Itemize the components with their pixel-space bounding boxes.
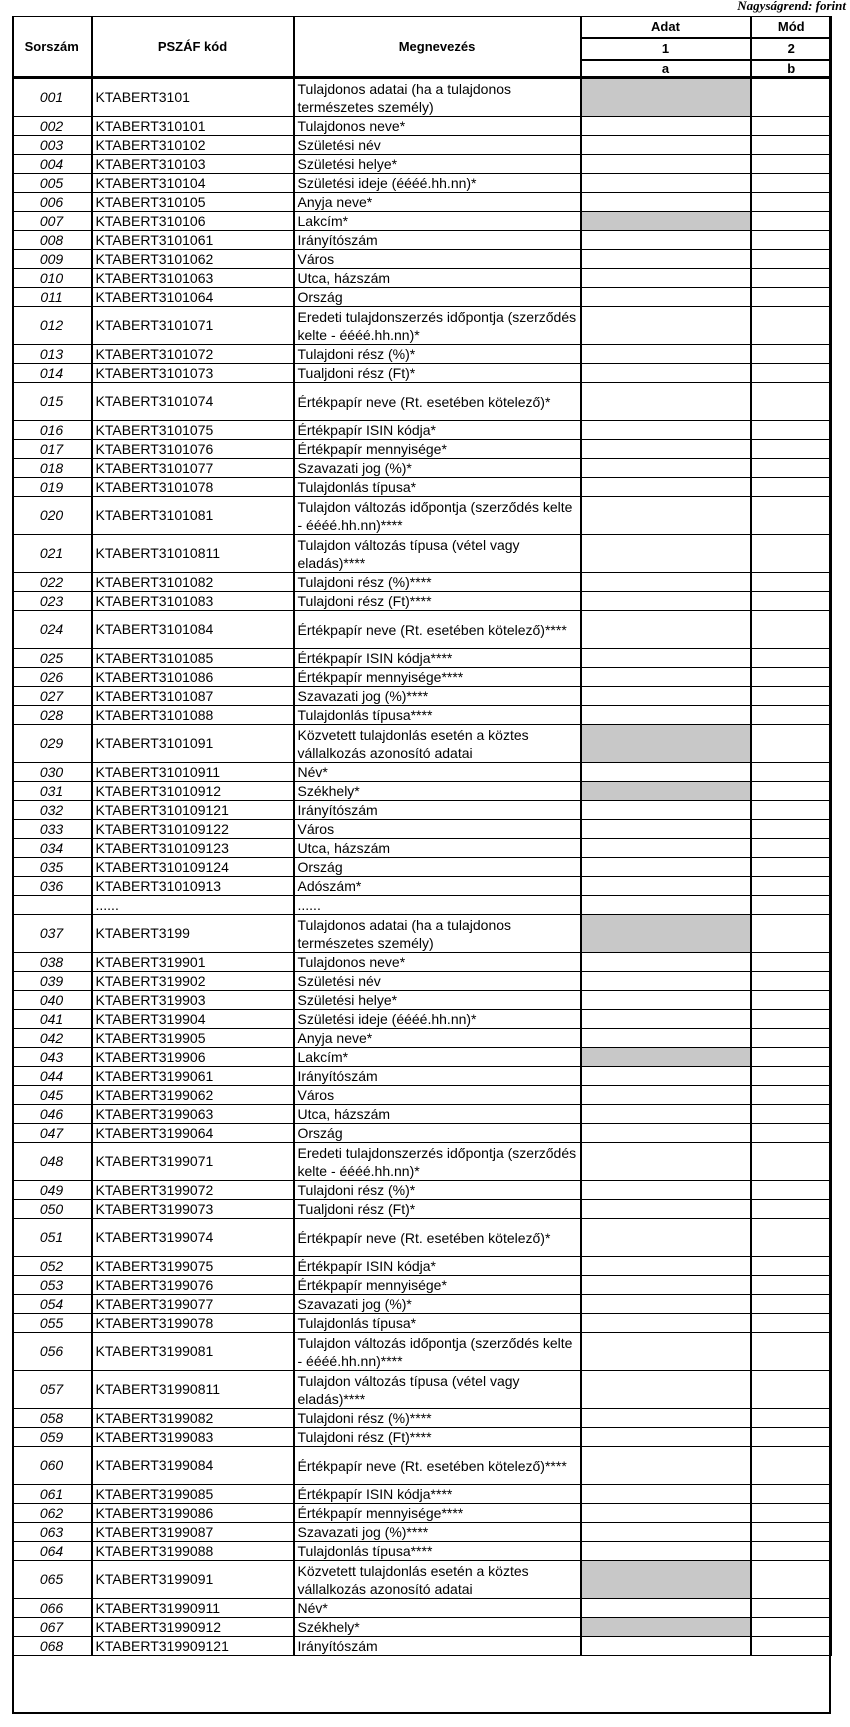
row-number: 024: [13, 611, 92, 649]
header-adat: Adat: [581, 17, 751, 39]
row-pszaf-code: KTABERT3101086: [92, 668, 294, 687]
row-description: Értékpapír neve (Rt. esetében kötelező)****: [294, 611, 581, 649]
row-number: 039: [13, 972, 92, 991]
row-pszaf-code: KTABERT310103: [92, 155, 294, 174]
row-number: 002: [13, 117, 92, 136]
row-number: 011: [13, 288, 92, 307]
row-pszaf-code: KTABERT31990912: [92, 1618, 294, 1637]
row-pszaf-code: KTABERT31990811: [92, 1371, 294, 1409]
row-number: 022: [13, 573, 92, 592]
header-col2-letter: b: [751, 60, 832, 78]
row-number: 046: [13, 1105, 92, 1124]
row-pszaf-code: KTABERT3101062: [92, 250, 294, 269]
row-number: 053: [13, 1276, 92, 1295]
row-pszaf-code: KTABERT3199072: [92, 1181, 294, 1200]
row-pszaf-code: KTABERT3199086: [92, 1504, 294, 1523]
row-number: 062: [13, 1504, 92, 1523]
row-number: 067: [13, 1618, 92, 1637]
table-frame: [12, 16, 831, 1714]
row-description: Értékpapír neve (Rt. esetében kötelező)*: [294, 383, 581, 421]
row-number: 010: [13, 269, 92, 288]
row-description: Születési helye*: [294, 155, 581, 174]
row-pszaf-code: KTABERT3101: [92, 78, 294, 117]
row-pszaf-code: KTABERT3101078: [92, 478, 294, 497]
row-description: Város: [294, 1086, 581, 1105]
row-pszaf-code: KTABERT3199076: [92, 1276, 294, 1295]
row-description: Utca, házszám: [294, 1105, 581, 1124]
row-pszaf-code: KTABERT3101091: [92, 725, 294, 763]
row-number: 035: [13, 858, 92, 877]
row-number: 017: [13, 440, 92, 459]
row-pszaf-code: KTABERT3199091: [92, 1561, 294, 1599]
row-pszaf-code: KTABERT3199061: [92, 1067, 294, 1086]
row-pszaf-code: KTABERT3101087: [92, 687, 294, 706]
row-description: Lakcím*: [294, 1048, 581, 1067]
row-number: 045: [13, 1086, 92, 1105]
row-pszaf-code: KTABERT3101081: [92, 497, 294, 535]
row-pszaf-code: KTABERT31010912: [92, 782, 294, 801]
row-number: 030: [13, 763, 92, 782]
row-description: Tulajdoni rész (%)*: [294, 345, 581, 364]
row-description: Értékpapír mennyisége****: [294, 668, 581, 687]
row-description: Közvetett tulajdonlás esetén a köztes vállalkozás azonosító adatai: [294, 725, 581, 763]
row-pszaf-code: KTABERT319905: [92, 1029, 294, 1048]
row-description: Értékpapír ISIN kódja****: [294, 1485, 581, 1504]
row-pszaf-code: KTABERT31010811: [92, 535, 294, 573]
row-description: Tulajdonos adatai (ha a tulajdonos természetes személy): [294, 915, 581, 953]
row-pszaf-code: KTABERT3199062: [92, 1086, 294, 1105]
row-description: Értékpapír neve (Rt. esetében kötelező)****: [294, 1447, 581, 1485]
row-pszaf-code: KTABERT3101071: [92, 307, 294, 345]
row-number: 050: [13, 1200, 92, 1219]
row-number: 059: [13, 1428, 92, 1447]
row-description: Tulajdonlás típusa*: [294, 1314, 581, 1333]
row-description: Székhely*: [294, 782, 581, 801]
row-number: 054: [13, 1295, 92, 1314]
row-description: Város: [294, 820, 581, 839]
row-pszaf-code: KTABERT3199084: [92, 1447, 294, 1485]
row-number: 047: [13, 1124, 92, 1143]
row-description: Értékpapír mennyisége*: [294, 1276, 581, 1295]
row-pszaf-code: KTABERT310109123: [92, 839, 294, 858]
row-description: Tulajdoni rész (Ft)****: [294, 592, 581, 611]
row-description: Születési helye*: [294, 991, 581, 1010]
row-number: 018: [13, 459, 92, 478]
row-number: 013: [13, 345, 92, 364]
row-description: Tulajdonos adatai (ha a tulajdonos természetes személy): [294, 78, 581, 117]
row-pszaf-code: KTABERT3101088: [92, 706, 294, 725]
row-pszaf-code: KTABERT3101074: [92, 383, 294, 421]
row-number: 020: [13, 497, 92, 535]
row-number: 056: [13, 1333, 92, 1371]
row-pszaf-code: KTABERT310102: [92, 136, 294, 155]
row-number: 034: [13, 839, 92, 858]
row-description: Tulajdoni rész (Ft)****: [294, 1428, 581, 1447]
row-description: Tualjdoni rész (Ft)*: [294, 1200, 581, 1219]
row-number: 057: [13, 1371, 92, 1409]
row-pszaf-code: KTABERT3199088: [92, 1542, 294, 1561]
row-description: Székhely*: [294, 1618, 581, 1637]
row-number: 025: [13, 649, 92, 668]
row-description: Ország: [294, 858, 581, 877]
row-number: 052: [13, 1257, 92, 1276]
row-description: Név*: [294, 763, 581, 782]
row-pszaf-code: KTABERT319903: [92, 991, 294, 1010]
row-description: Tulajdon változás időpontja (szerződés kelte - éééé.hh.nn)****: [294, 1333, 581, 1371]
header-col2-number: 2: [751, 38, 832, 60]
row-description: Értékpapír neve (Rt. esetében kötelező)*: [294, 1219, 581, 1257]
row-number: 037: [13, 915, 92, 953]
row-description: Születési név: [294, 136, 581, 155]
row-number: 012: [13, 307, 92, 345]
row-pszaf-code: KTABERT3199087: [92, 1523, 294, 1542]
row-description: Utca, házszám: [294, 839, 581, 858]
row-pszaf-code: KTABERT310105: [92, 193, 294, 212]
row-number: 048: [13, 1143, 92, 1181]
row-description: Irányítószám: [294, 1637, 581, 1656]
row-number: 043: [13, 1048, 92, 1067]
row-pszaf-code: KTABERT3199081: [92, 1333, 294, 1371]
row-pszaf-code: KTABERT310104: [92, 174, 294, 193]
row-pszaf-code: KTABERT319902: [92, 972, 294, 991]
row-description: Tulajdonlás típusa****: [294, 1542, 581, 1561]
row-number: 031: [13, 782, 92, 801]
row-pszaf-code: KTABERT31990911: [92, 1599, 294, 1618]
row-pszaf-code: KTABERT310109122: [92, 820, 294, 839]
row-description: Értékpapír mennyisége****: [294, 1504, 581, 1523]
row-pszaf-code: KTABERT319904: [92, 1010, 294, 1029]
row-description: Tulajdon változás típusa (vétel vagy eladás)****: [294, 1371, 581, 1409]
row-number: 064: [13, 1542, 92, 1561]
row-pszaf-code: KTABERT3101082: [92, 573, 294, 592]
row-pszaf-code: KTABERT3199077: [92, 1295, 294, 1314]
row-description: Név*: [294, 1599, 581, 1618]
row-pszaf-code: KTABERT3101063: [92, 269, 294, 288]
row-description: Tulajdonos neve*: [294, 953, 581, 972]
row-description: Lakcím*: [294, 212, 581, 231]
row-pszaf-code: KTABERT3101076: [92, 440, 294, 459]
row-number: 007: [13, 212, 92, 231]
row-pszaf-code: KTABERT3199064: [92, 1124, 294, 1143]
row-pszaf-code: KTABERT319901: [92, 953, 294, 972]
row-number: 042: [13, 1029, 92, 1048]
header-col1-number: 1: [581, 38, 751, 60]
row-number: 004: [13, 155, 92, 174]
row-number: 027: [13, 687, 92, 706]
row-pszaf-code: KTABERT3199073: [92, 1200, 294, 1219]
row-number: 060: [13, 1447, 92, 1485]
row-description: Tulajdoni rész (%)****: [294, 1409, 581, 1428]
row-description: Születési ideje (éééé.hh.nn)*: [294, 174, 581, 193]
header-megnevezes: Megnevezés: [294, 17, 581, 78]
row-number: 003: [13, 136, 92, 155]
row-description: Születési név: [294, 972, 581, 991]
row-description: Szavazati jog (%)****: [294, 687, 581, 706]
row-description: Adószám*: [294, 877, 581, 896]
row-pszaf-code: KTABERT3199082: [92, 1409, 294, 1428]
row-number: 038: [13, 953, 92, 972]
row-number: 040: [13, 991, 92, 1010]
row-pszaf-code: KTABERT3101061: [92, 231, 294, 250]
row-number: 016: [13, 421, 92, 440]
row-pszaf-code: KTABERT3199063: [92, 1105, 294, 1124]
row-pszaf-code: KTABERT3199: [92, 915, 294, 953]
row-number: 023: [13, 592, 92, 611]
row-number: 051: [13, 1219, 92, 1257]
row-description: Eredeti tulajdonszerzés időpontja (szerződés kelte - éééé.hh.nn)*: [294, 307, 581, 345]
row-pszaf-code: KTABERT3101073: [92, 364, 294, 383]
row-pszaf-code: KTABERT3101072: [92, 345, 294, 364]
row-number: 006: [13, 193, 92, 212]
row-number: 009: [13, 250, 92, 269]
row-description: Irányítószám: [294, 231, 581, 250]
row-number: 036: [13, 877, 92, 896]
row-description: Tulajdon változás időpontja (szerződés kelte - éééé.hh.nn)****: [294, 497, 581, 535]
row-pszaf-code: KTABERT310109121: [92, 801, 294, 820]
row-number: 015: [13, 383, 92, 421]
row-pszaf-code: KTABERT319909121: [92, 1637, 294, 1656]
row-description: Ország: [294, 288, 581, 307]
row-number: 049: [13, 1181, 92, 1200]
row-description: Szavazati jog (%)****: [294, 1523, 581, 1542]
row-description: Anyja neve*: [294, 193, 581, 212]
row-pszaf-code: KTABERT3101064: [92, 288, 294, 307]
header-col1-letter: a: [581, 60, 751, 78]
row-number: 055: [13, 1314, 92, 1333]
row-description: Közvetett tulajdonlás esetén a köztes vállalkozás azonosító adatai: [294, 1561, 581, 1599]
row-description: Tulajdon változás típusa (vétel vagy eladás)****: [294, 535, 581, 573]
row-number: 008: [13, 231, 92, 250]
row-pszaf-code: KTABERT3101085: [92, 649, 294, 668]
row-description: ......: [294, 896, 581, 915]
row-number: 066: [13, 1599, 92, 1618]
row-description: Anyja neve*: [294, 1029, 581, 1048]
row-pszaf-code: KTABERT3199075: [92, 1257, 294, 1276]
row-description: Tulajdonlás típusa****: [294, 706, 581, 725]
row-pszaf-code: KTABERT3101075: [92, 421, 294, 440]
row-number: 021: [13, 535, 92, 573]
row-description: Értékpapír ISIN kódja*: [294, 1257, 581, 1276]
row-number: 028: [13, 706, 92, 725]
row-pszaf-code: KTABERT3199074: [92, 1219, 294, 1257]
row-description: Tulajdonos neve*: [294, 117, 581, 136]
row-number: 044: [13, 1067, 92, 1086]
row-description: Város: [294, 250, 581, 269]
row-description: Értékpapír mennyisége*: [294, 440, 581, 459]
row-pszaf-code: KTABERT3199083: [92, 1428, 294, 1447]
row-description: Ország: [294, 1124, 581, 1143]
row-number: 001: [13, 78, 92, 117]
row-pszaf-code: KTABERT3199071: [92, 1143, 294, 1181]
row-number: 014: [13, 364, 92, 383]
row-number: 019: [13, 478, 92, 497]
row-description: Tulajdoni rész (%)*: [294, 1181, 581, 1200]
row-number: 063: [13, 1523, 92, 1542]
header-pszaf-kod: PSZÁF kód: [92, 17, 294, 78]
row-number: 032: [13, 801, 92, 820]
row-number: 033: [13, 820, 92, 839]
row-pszaf-code: KTABERT3199078: [92, 1314, 294, 1333]
row-pszaf-code: KTABERT3101084: [92, 611, 294, 649]
row-description: Szavazati jog (%)*: [294, 1295, 581, 1314]
row-pszaf-code: KTABERT31010913: [92, 877, 294, 896]
row-pszaf-code: KTABERT310101: [92, 117, 294, 136]
row-number: 029: [13, 725, 92, 763]
row-description: Utca, házszám: [294, 269, 581, 288]
header-sorszam: Sorszám: [13, 17, 92, 78]
row-description: Tualjdoni rész (Ft)*: [294, 364, 581, 383]
row-description: Tulajdonlás típusa*: [294, 478, 581, 497]
row-pszaf-code: KTABERT310106: [92, 212, 294, 231]
row-pszaf-code: ......: [92, 896, 294, 915]
row-pszaf-code: KTABERT310109124: [92, 858, 294, 877]
row-number: 065: [13, 1561, 92, 1599]
row-description: Értékpapír ISIN kódja****: [294, 649, 581, 668]
row-pszaf-code: KTABERT3101083: [92, 592, 294, 611]
row-pszaf-code: KTABERT3199085: [92, 1485, 294, 1504]
row-number: 005: [13, 174, 92, 193]
row-number: 026: [13, 668, 92, 687]
row-number: 061: [13, 1485, 92, 1504]
unit-label: Nagyságrend: forint: [737, 0, 846, 13]
row-description: Szavazati jog (%)*: [294, 459, 581, 478]
row-description: Irányítószám: [294, 1067, 581, 1086]
row-description: Irányítószám: [294, 801, 581, 820]
row-number: 041: [13, 1010, 92, 1029]
row-pszaf-code: KTABERT31010911: [92, 763, 294, 782]
row-pszaf-code: KTABERT319906: [92, 1048, 294, 1067]
row-description: Eredeti tulajdonszerzés időpontja (szerződés kelte - éééé.hh.nn)*: [294, 1143, 581, 1181]
row-description: Születési ideje (éééé.hh.nn)*: [294, 1010, 581, 1029]
row-pszaf-code: KTABERT3101077: [92, 459, 294, 478]
header-mod: Mód: [751, 17, 832, 39]
row-description: Tulajdoni rész (%)****: [294, 573, 581, 592]
row-description: Értékpapír ISIN kódja*: [294, 421, 581, 440]
row-number: 068: [13, 1637, 92, 1656]
row-number: 058: [13, 1409, 92, 1428]
